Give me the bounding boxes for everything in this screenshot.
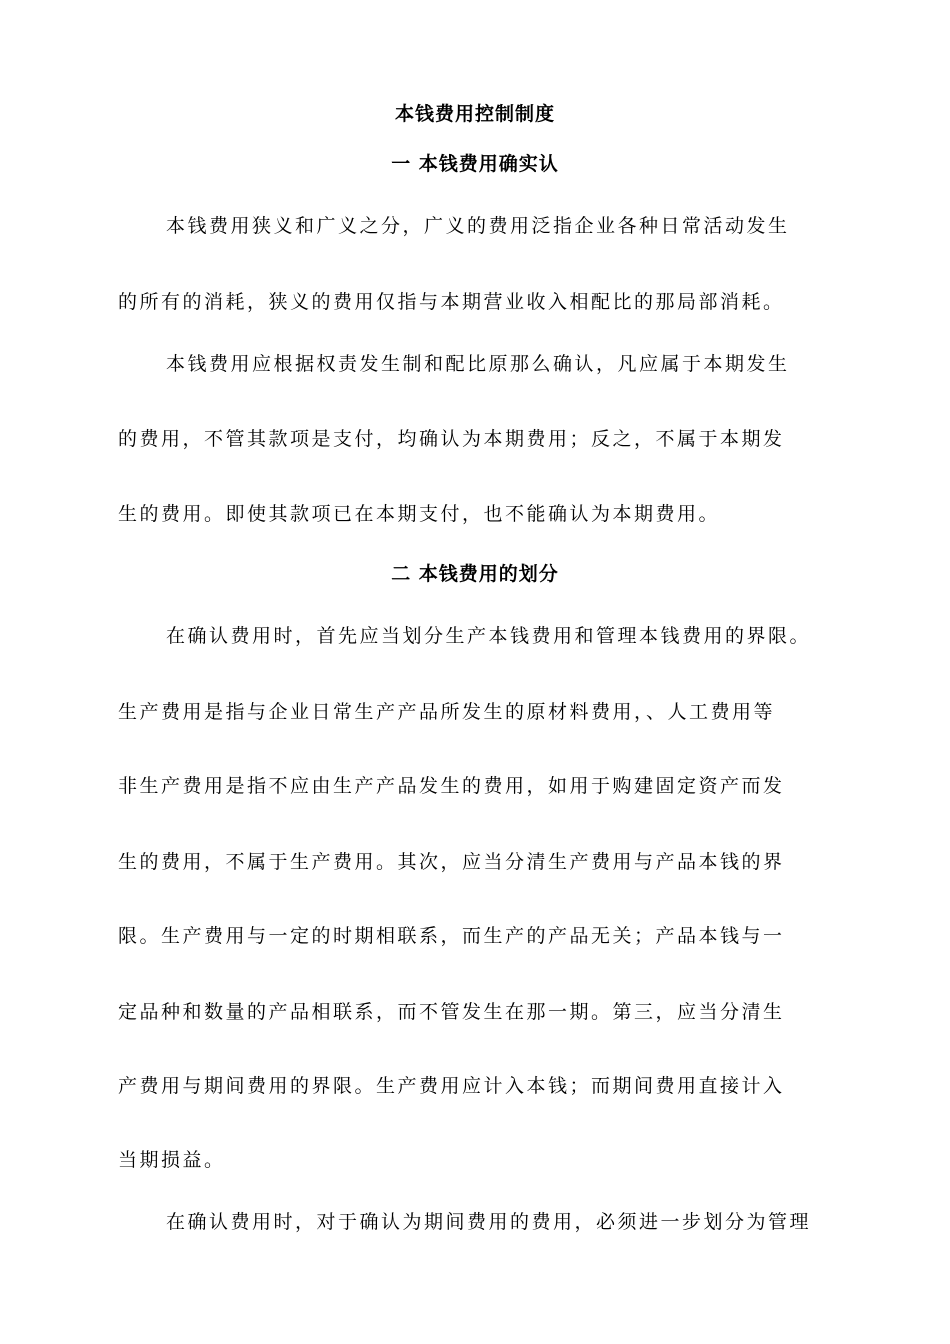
section-2-heading: 二 本钱费用的划分: [391, 563, 559, 585]
section-2-paragraph-2-line-1: 在确认费用时，对于确认为期间费用的费用，必须进一步划分为管理: [166, 1211, 812, 1233]
section-2-paragraph-1-line-6: 定品种和数量的产品相联系，而不管发生在那一期。第三，应当分清生: [118, 1001, 785, 1023]
section-2-paragraph-1-line-2: 生产费用是指与企业日常生产产品所发生的原材料费用，、人工费用等: [118, 701, 776, 723]
section-1-paragraph-2-line-2: 的费用，不管其款项是支付，均确认为本期费用；反之，不属于本期发: [118, 428, 785, 450]
section-1-paragraph-1-line-2: 的所有的消耗，狭义的费用仅指与本期营业收入相配比的那局部消耗。: [118, 291, 785, 313]
section-1-paragraph-2-line-3: 生的费用。即使其款项已在本期支付，也不能确认为本期费用。: [118, 503, 721, 525]
section-2-paragraph-1-line-4: 生的费用，不属于生产费用。其次，应当分清生产费用与产品本钱的界: [118, 851, 785, 873]
section-2-paragraph-1-line-7: 产费用与期间费用的界限。生产费用应计入本钱；而期间费用直接计入: [118, 1075, 785, 1097]
section-2-paragraph-1-line-5: 限。生产费用与一定的时期相联系，而生产的产品无关；产品本钱与一: [118, 925, 785, 947]
section-1-paragraph-1-line-1: 本钱费用狭义和广义之分，广义的费用泛指企业各种日常活动发生: [166, 215, 790, 237]
section-2-paragraph-1-line-1: 在确认费用时，首先应当划分生产本钱费用和管理本钱费用的界限。: [166, 625, 812, 647]
section-2-paragraph-1-line-3: 非生产费用是指不应由生产产品发生的费用，如用于购建固定资产而发: [118, 775, 785, 797]
section-1-heading: 一 本钱费用确实认: [391, 153, 559, 175]
section-2-paragraph-1-line-8: 当期损益。: [118, 1149, 226, 1171]
document-title: 本钱费用控制制度: [394, 103, 555, 125]
section-1-paragraph-2-line-1: 本钱费用应根据权责发生制和配比原那么确认，凡应属于本期发生: [166, 353, 790, 375]
